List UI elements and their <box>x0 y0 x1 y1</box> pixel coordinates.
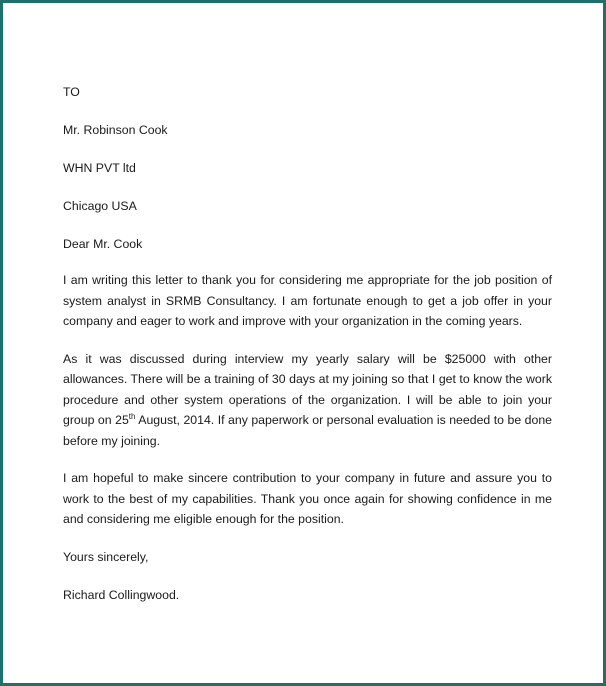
closing: Yours sincerely, <box>63 549 149 564</box>
paragraph-salary-text-1: As it was discussed during interview my yearly salary will be $25000 with other allowances. There will be a training of 30 days at my joining so that I get to know the work procedure and other system operations of the organization. I will be able to join your group on 25 <box>63 351 552 427</box>
date-ordinal-suffix: th <box>128 411 136 421</box>
paragraph-salary-text-2: August, 2014. If any paperwork or personal evaluation is needed to be done before my joining. <box>63 413 552 448</box>
letter-body <box>63 83 552 604</box>
recipient-name: Mr. Robinson Cook <box>63 123 168 137</box>
paragraph-commitment: I am hopeful to make sincere contribution to your company in future and assure you to work to the best of my capabilities. Thank you once again for showing confidence in me and considering me eligible enough for the position. <box>63 471 552 526</box>
to-line: TO <box>63 85 80 99</box>
recipient-company: WHN PVT ltd <box>63 161 136 175</box>
signature: Richard Collingwood. <box>63 587 180 602</box>
paragraph-salary <box>63 349 552 452</box>
salutation: Dear Mr. Cook <box>63 237 143 251</box>
paragraph-thanks: I am writing this letter to thank you for considering me appropriate for the job position of system analyst in SRMB Consultancy. I am fortunate enough to get a job offer in your company and eager to work and improve with your organization in the coming years. <box>63 273 552 328</box>
recipient-location: Chicago USA <box>63 199 137 213</box>
